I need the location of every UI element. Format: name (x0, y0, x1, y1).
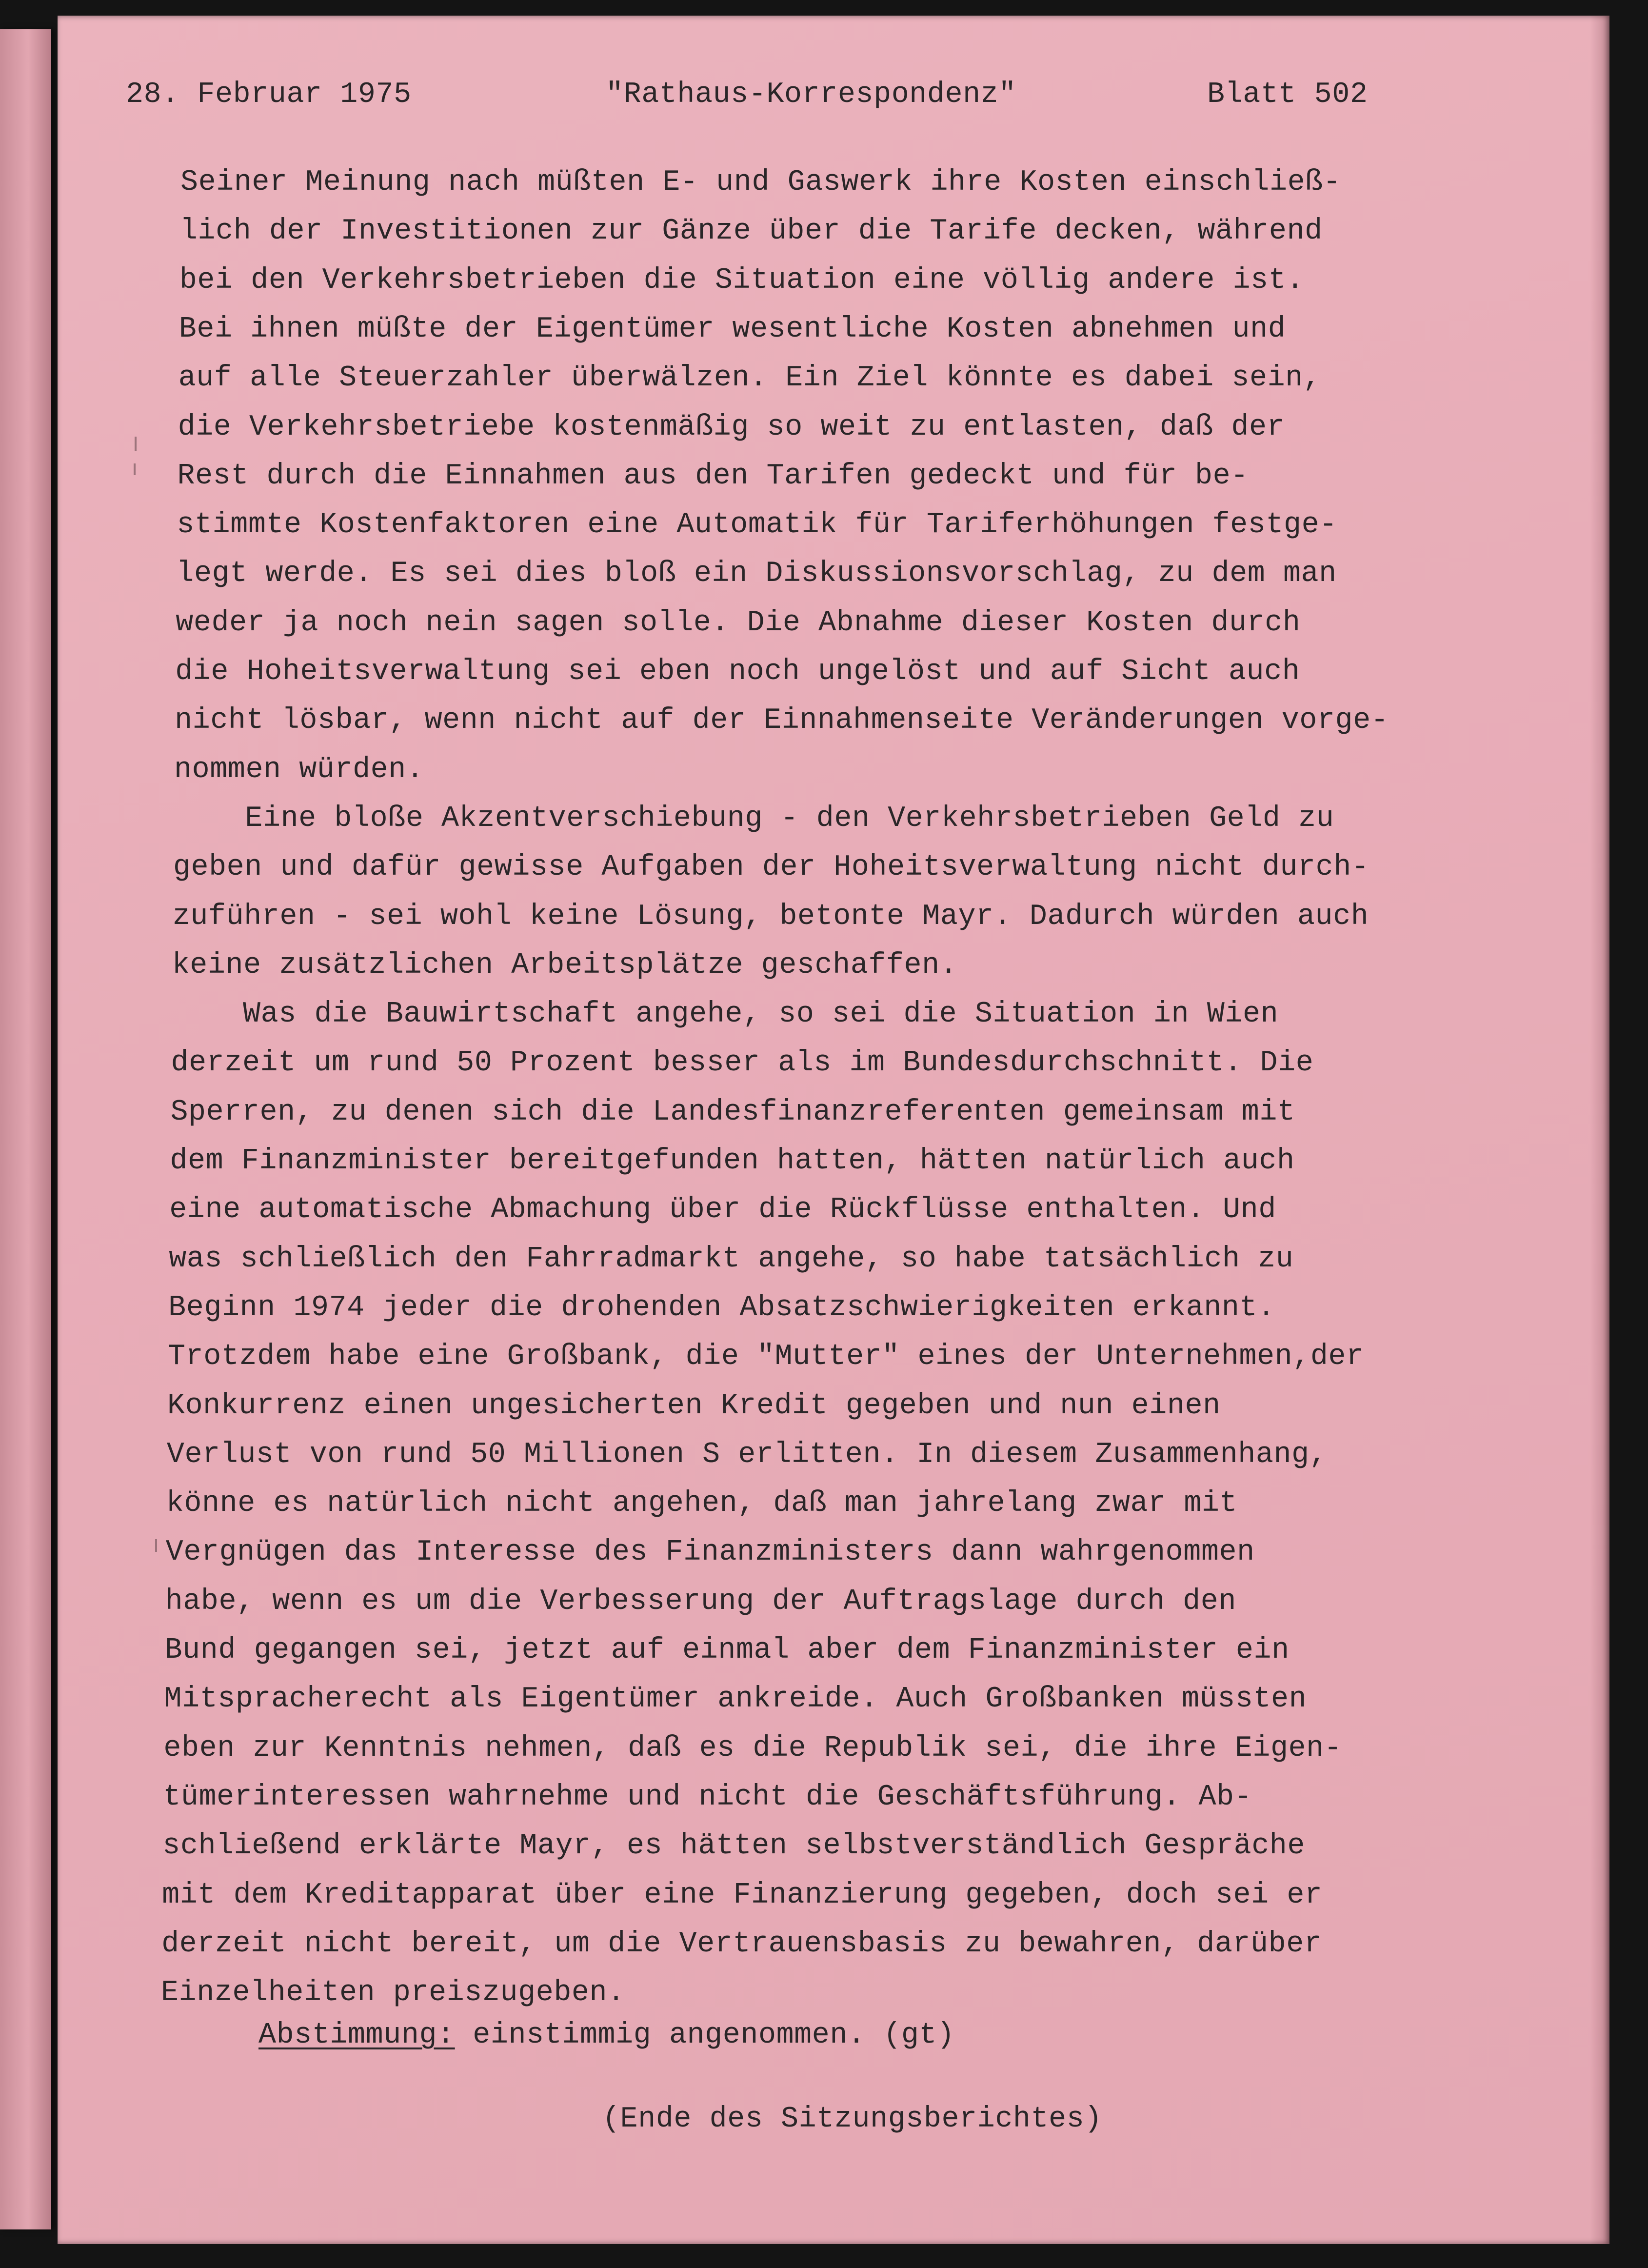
text-line: Rest durch die Einnahmen aus den Tarifen gedeckt und für be- (177, 459, 1249, 493)
text-line: eben zur Kenntnis nehmen, daß es die Republik sei, die ihre Eigen- (163, 1731, 1342, 1765)
text-line: was schließlich den Fahrradmarkt angehe, so habe tatsächlich zu (169, 1242, 1294, 1276)
text-line: auf alle Steuerzahler überwälzen. Ein Ziel könnte es dabei sein, (178, 361, 1321, 395)
text-line: Verlust von rund 50 Millionen S erlitten. In diesem Zusammenhang, (166, 1438, 1328, 1471)
text-line: Beginn 1974 jeder die drohenden Absatzschwierigkeiten erkannt. (168, 1291, 1275, 1325)
text-line: Konkurrenz einen ungesicherten Kredit gegeben und nun einen (167, 1389, 1221, 1423)
text-line: keine zusätzlichen Arbeitsplätze geschaffen. (172, 948, 958, 982)
header-date: 28. Februar 1975 (126, 78, 412, 111)
text-line: bei den Verkehrsbetrieben die Situation eine völlig andere ist. (179, 263, 1304, 297)
text-line: die Verkehrsbetriebe kostenmäßig so weit zu entlasten, daß der (178, 410, 1285, 444)
vote-label: Abstimmung: (258, 2019, 455, 2052)
text-line: zuführen - sei wohl keine Lösung, betonte Mayr. Dadurch würden auch (172, 900, 1369, 933)
text-line: weder ja noch nein sagen solle. Die Abnahme dieser Kosten durch (176, 606, 1301, 640)
text-line: Sperren, zu denen sich die Landesfinanzreferenten gemeinsam mit (170, 1095, 1295, 1129)
header-publication-title: "Rathaus-Korrespondenz" (606, 78, 1016, 111)
vote-line (258, 2019, 955, 2052)
text-line: derzeit nicht bereit, um die Vertrauensbasis zu bewahren, darüber (161, 1927, 1322, 1961)
margin-mark (135, 437, 137, 451)
margin-mark (155, 1539, 157, 1552)
text-line: lich der Investitionen zur Gänze über die Tarife decken, während (179, 215, 1323, 248)
text-line: habe, wenn es um die Verbesserung der Auftragslage durch den (165, 1585, 1236, 1618)
text-line: Mitspracherecht als Eigentümer ankreide. Auch Großbanken müssten (164, 1683, 1307, 1716)
text-line: geben und dafür gewisse Aufgaben der Hoheitsverwaltung nicht durch- (173, 851, 1370, 884)
text-line: nommen würden. (174, 753, 424, 786)
header-sheet-number: Blatt 502 (1207, 78, 1368, 111)
text-line: Vergnügen das Interesse des Finanzministers dann wahrgenommen (165, 1536, 1255, 1569)
text-line: nicht lösbar, wenn nicht auf der Einnahmenseite Veränderungen vorge- (175, 704, 1389, 738)
text-line: derzeit um rund 50 Prozent besser als im Bundesdurchschnitt. Die (171, 1046, 1314, 1080)
text-line: Bei ihnen müßte der Eigentümer wesentliche Kosten abnehmen und (179, 312, 1286, 346)
text-line: tümerinteressen wahrnehme und nicht die Geschäftsführung. Ab- (163, 1780, 1252, 1814)
text-line: legt werde. Es sei dies bloß ein Diskussionsvorschlag, zu dem man (176, 557, 1337, 591)
text-line: schließend erklärte Mayr, es hätten selbstverständlich Gespräche (162, 1829, 1306, 1863)
vote-result: einstimmig angenommen. (gt) (455, 2019, 955, 2052)
text-line: mit dem Kreditapparat über eine Finanzierung gegeben, doch sei er (162, 1878, 1323, 1912)
margin-mark (134, 463, 136, 475)
text-line: die Hoheitsverwaltung sei eben noch ungelöst und auf Sicht auch (175, 655, 1300, 688)
text-line: könne es natürlich nicht angehen, daß man jahrelang zwar mit (166, 1487, 1238, 1521)
text-line: Was die Bauwirtschaft angehe, so sei die Situation in Wien (171, 998, 1279, 1031)
text-line: Bund gegangen sei, jetzt auf einmal aber dem Finanzminister ein (164, 1634, 1290, 1667)
text-line: Eine bloße Akzentverschiebung - den Verkehrsbetrieben Geld zu (173, 802, 1334, 835)
text-line: Seiner Meinung nach müßten E- und Gaswerk ihre Kosten einschließ- (180, 166, 1341, 199)
text-line: Einzelheiten preiszugeben. (161, 1976, 625, 2010)
closing-note: (Ende des Sitzungsberichtes) (602, 2103, 1102, 2136)
text-line: Trotzdem habe eine Großbank, die "Mutter" eines der Unternehmen,der (168, 1340, 1364, 1374)
text-line: stimmte Kostenfaktoren eine Automatik für Tariferhöhungen festge- (177, 508, 1337, 542)
text-line: eine automatische Abmachung über die Rückflüsse enthalten. Und (169, 1193, 1276, 1227)
text-line: dem Finanzminister bereitgefunden hatten, hätten natürlich auch (170, 1144, 1295, 1178)
